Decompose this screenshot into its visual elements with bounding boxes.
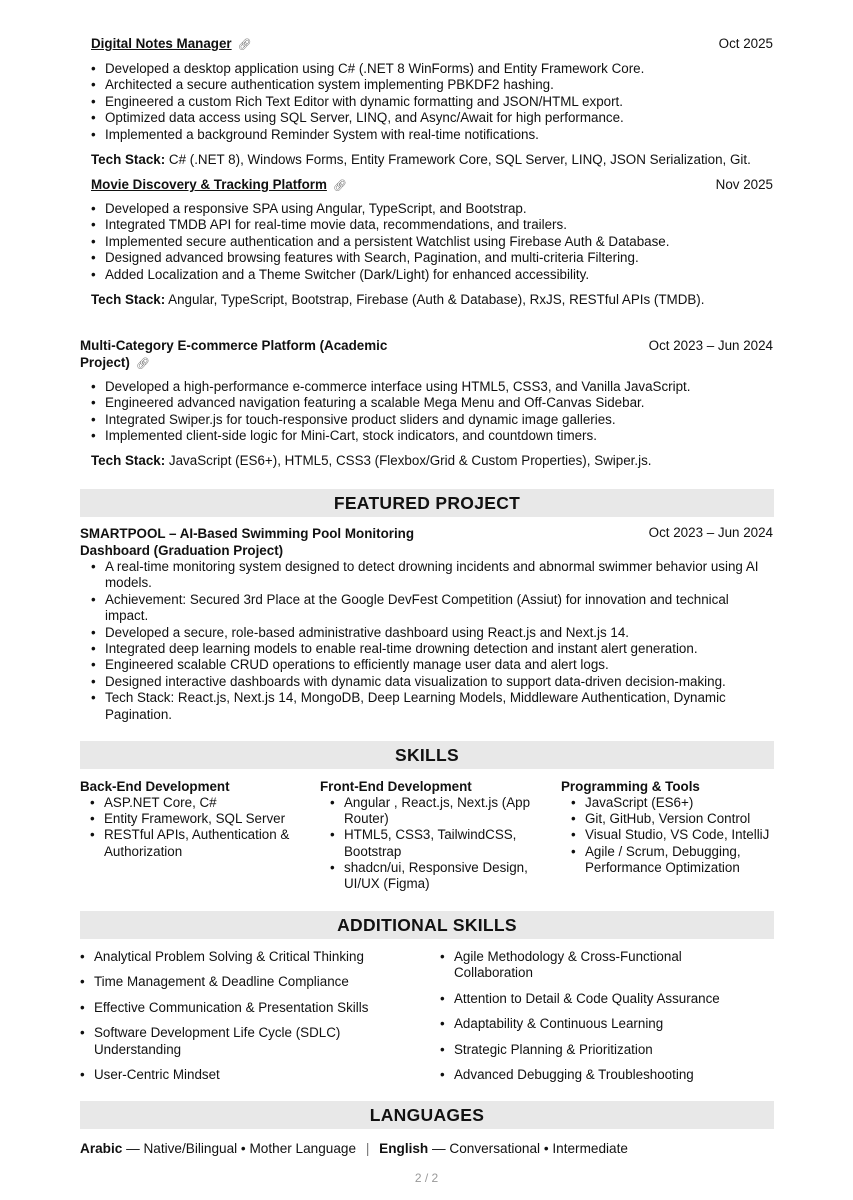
skills-column-title: Back-End Development <box>80 779 230 794</box>
tech-stack-value: JavaScript (ES6+), HTML5, CSS3 (Flexbox/Grid & Custom Properties), Swiper.js. <box>168 453 652 468</box>
project-bullets <box>91 379 781 445</box>
list-item: • Software Development Life Cycle (SDLC) Understanding <box>80 1025 370 1058</box>
list-item: • JavaScript (ES6+) <box>571 795 786 811</box>
list-item: • shadcn/ui, Responsive Design, UI/UX (Figma) <box>330 860 545 892</box>
list-item: • Adaptability & Continuous Learning <box>440 1016 760 1032</box>
project-date: Nov 2025 <box>715 177 773 192</box>
tech-stack-label: Tech Stack: <box>91 292 166 307</box>
list-item: • Implemented client-side logic for Mini-Cart, stock indicators, and countdown timers. <box>91 428 781 444</box>
featured-project-title <box>80 525 414 559</box>
tech-stack <box>91 453 652 468</box>
list-item: • Engineered scalable CRUD operations to efficiently manage user data and alert logs. <box>91 657 771 673</box>
tech-stack-value: Angular, TypeScript, Bootstrap, Firebase (Auth & Database), RxJS, RESTful APIs (TMDB). <box>168 292 705 307</box>
tech-stack-label: Tech Stack: <box>91 152 166 167</box>
project-title-line: Multi-Category E-commerce Platform (Academic <box>80 338 388 353</box>
project-date: Oct 2023 – Jun 2024 <box>648 525 773 540</box>
list-item: • HTML5, CSS3, TailwindCSS, Bootstrap <box>330 827 545 859</box>
list-item: • Advanced Debugging & Troubleshooting <box>440 1067 760 1083</box>
tech-stack <box>91 292 705 307</box>
languages-line <box>80 1141 628 1156</box>
list-item: • Engineered a custom Rich Text Editor with dynamic formatting and JSON/HTML export. <box>91 94 781 110</box>
list-item: • Developed a responsive SPA using Angular, TypeScript, and Bootstrap. <box>91 201 781 217</box>
project-title-line: SMARTPOOL – AI-Based Swimming Pool Monitoring <box>80 526 415 541</box>
list-item: • Designed interactive dashboards with dynamic data visualization to support data-driven decision-making. <box>91 674 771 690</box>
tech-stack-label: Tech Stack: <box>91 453 166 468</box>
project-title-link[interactable]: Digital Notes Manager <box>91 36 232 51</box>
list-item: • Implemented a background Reminder System with real-time notifications. <box>91 127 781 143</box>
list-item: • Agile / Scrum, Debugging, Performance Optimization <box>571 844 786 876</box>
tech-stack-value: C# (.NET 8), Windows Forms, Entity Framework Core, SQL Server, LINQ, JSON Serialization, Git. <box>168 152 751 167</box>
additional-skills-right <box>440 949 760 1092</box>
section-heading-languages: LANGUAGES <box>80 1101 774 1129</box>
list-item: • Engineered advanced navigation featuring a scalable Mega Menu and Off-Canvas Sidebar. <box>91 395 781 411</box>
skills-column-title: Front-End Development <box>320 779 472 794</box>
skills-column-title: Programming & Tools <box>561 779 700 794</box>
link-icon[interactable]: 🔗︎ <box>135 358 150 370</box>
list-item: • Strategic Planning & Prioritization <box>440 1042 760 1058</box>
project-date: Oct 2025 <box>718 36 773 51</box>
list-item: • Integrated deep learning models to enable real-time drowning detection and instant alert generation. <box>91 641 771 657</box>
list-item: • Integrated Swiper.js for touch-responsive product sliders and dynamic image galleries. <box>91 412 781 428</box>
section-heading-skills: SKILLS <box>80 741 774 769</box>
project-title-ecommerce <box>80 337 387 373</box>
section-heading-additional-skills: ADDITIONAL SKILLS <box>80 911 774 939</box>
list-item: • Visual Studio, VS Code, IntelliJ <box>571 827 786 843</box>
link-icon[interactable]: 🔗︎ <box>237 39 252 51</box>
list-item: • Time Management & Deadline Compliance <box>80 974 370 990</box>
list-item: • Entity Framework, SQL Server <box>90 811 305 827</box>
list-item: • Effective Communication & Presentation Skills <box>80 1000 370 1016</box>
list-item: • Agile Methodology & Cross-Functional Collaboration <box>440 949 760 982</box>
page-number: 2 / 2 <box>414 1171 439 1185</box>
project-bullets <box>91 201 781 283</box>
link-icon[interactable]: 🔗︎ <box>332 180 347 192</box>
section-heading-featured: FEATURED PROJECT <box>80 489 774 517</box>
list-item: • Git, GitHub, Version Control <box>571 811 786 827</box>
skills-column-frontend <box>320 779 545 892</box>
list-item: • A real-time monitoring system designed to detect drowning incidents and abnormal swimmer behavior using AI models. <box>91 559 771 592</box>
list-item: • Designed advanced browsing features with Search, Pagination, and multi-criteria Filtering. <box>91 250 781 266</box>
list-item: • Architected a secure authentication system implementing PBKDF2 hashing. <box>91 77 781 93</box>
language-separator: | <box>365 1141 370 1156</box>
list-item: • Tech Stack: React.js, Next.js 14, MongoDB, Deep Learning Models, Middleware Authentication, Dynamic Pagination. <box>91 690 771 723</box>
project-date: Oct 2023 – Jun 2024 <box>648 338 773 353</box>
list-item: • Angular , React.js, Next.js (App Router) <box>330 795 545 827</box>
skills-column-backend <box>80 779 305 860</box>
skills-column-tools <box>561 779 786 876</box>
project-bullets <box>91 61 781 143</box>
list-item: • Achievement: Secured 3rd Place at the Google DevFest Competition (Assiut) for innovation and technical impact. <box>91 592 771 625</box>
language-level: — Native/Bilingual • Mother Language <box>126 1141 357 1156</box>
list-item: • Implemented secure authentication and a persistent Watchlist using Firebase Auth & Database. <box>91 234 781 250</box>
list-item: • ASP.NET Core, C# <box>90 795 305 811</box>
list-item: • Added Localization and a Theme Switcher (Dark/Light) for enhanced accessibility. <box>91 267 781 283</box>
list-item: • User-Centric Mindset <box>80 1067 370 1083</box>
list-item: • Developed a high-performance e-commerce interface using HTML5, CSS3, and Vanilla JavaScript. <box>91 379 781 395</box>
project-title-movie-discovery[interactable] <box>91 177 347 192</box>
list-item: • Attention to Detail & Code Quality Assurance <box>440 991 760 1007</box>
featured-bullets <box>91 559 771 723</box>
list-item: • Optimized data access using SQL Server, LINQ, and Async/Await for high performance. <box>91 110 781 126</box>
project-title-line: Dashboard (Graduation Project) <box>80 543 284 558</box>
list-item: • Analytical Problem Solving & Critical Thinking <box>80 949 370 965</box>
list-item: • RESTful APIs, Authentication & Authorization <box>90 827 305 859</box>
language-name: Arabic <box>80 1141 123 1156</box>
project-title-link[interactable]: Movie Discovery & Tracking Platform <box>91 177 327 192</box>
tech-stack <box>91 152 751 167</box>
language-name: English <box>379 1141 429 1156</box>
list-item: • Developed a secure, role-based administrative dashboard using React.js and Next.js 14. <box>91 625 771 641</box>
project-title-line: Project) <box>80 355 130 370</box>
project-title-digital-notes[interactable] <box>91 36 252 51</box>
additional-skills-left <box>80 949 370 1092</box>
language-level: — Conversational • Intermediate <box>432 1141 628 1156</box>
list-item: • Developed a desktop application using C# (.NET 8 WinForms) and Entity Framework Core. <box>91 61 781 77</box>
list-item: • Integrated TMDB API for real-time movie data, recommendations, and trailers. <box>91 217 781 233</box>
